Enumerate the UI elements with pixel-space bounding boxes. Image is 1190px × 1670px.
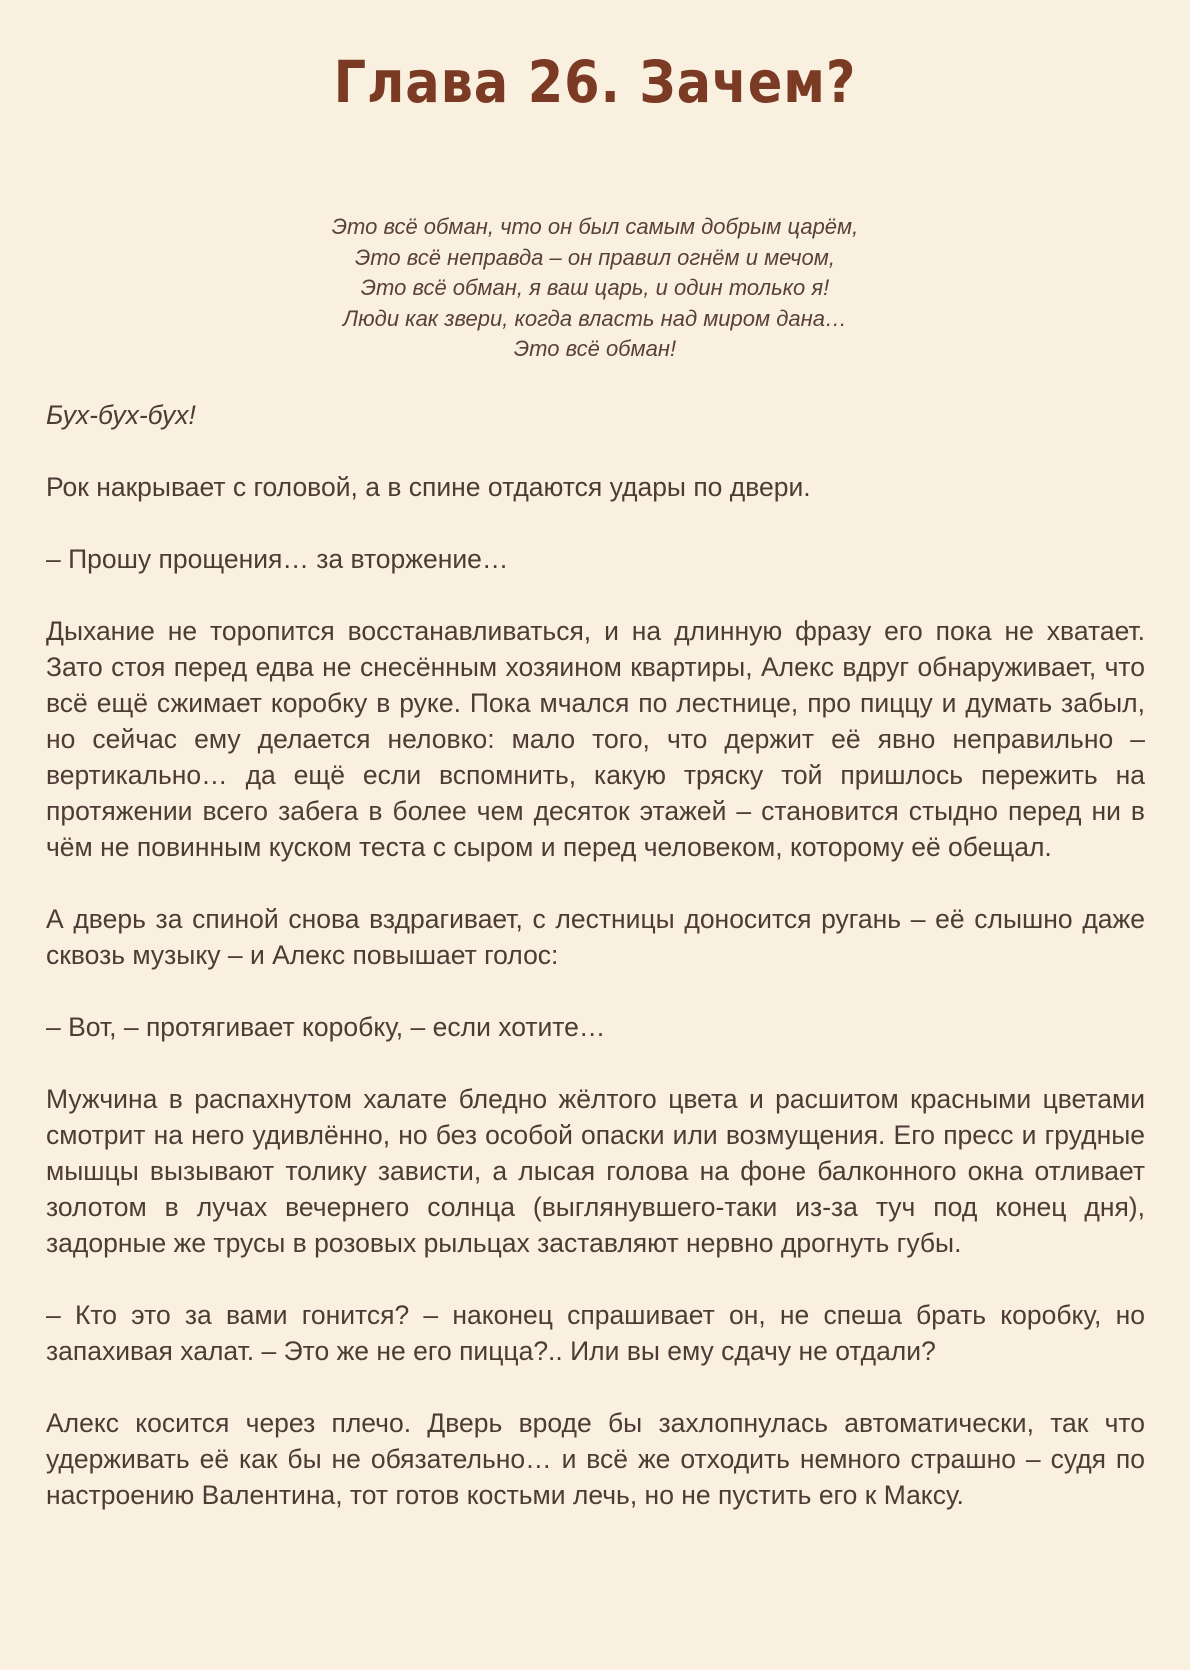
paragraph: – Вот, – протягивает коробку, – если хотите… bbox=[46, 1012, 606, 1042]
paragraph: Рок накрывает с головой, а в спине отдаются удары по двери. bbox=[46, 472, 811, 502]
epigraph-line: Это всё обман, что он был самым добрым царём, bbox=[331, 214, 859, 239]
epigraph bbox=[0, 212, 1190, 365]
chapter-title: Глава 26. Зачем? bbox=[333, 48, 857, 116]
paragraph: – Прошу прощения… за вторжение… bbox=[46, 544, 509, 574]
epigraph-line: Люди как звери, когда власть над миром дана… bbox=[343, 305, 847, 331]
paragraph: Мужчина в распахнутом халате бледно жёлтого цвета и расшитом красными цветами смотрит на него удивлённо, но без особой опаски или возмущения. Его пресс и грудные мышцы вызывают толику зависти, а лысая голова на фоне балконного окна отливает золотом в лучах вечернего солнца (выглянувшего-таки из-за туч под конец дня), задорные же трусы в розовых рыльцах заставляют нервно дрогнуть губы. bbox=[46, 1084, 1145, 1258]
epigraph-line: Это всё обман, я ваш царь, и один только я! bbox=[360, 275, 830, 300]
paragraph: Дыхание не торопится восстанавливаться, и на длинную фразу его пока не хватает. Зато стоя перед едва не снесённым хозяином квартиры, Алекс вдруг обнаруживает, что всё ещё сжимает коробку в руке. Пока мчался по лестнице, про пиццу и думать забыл, но сейчас ему делается неловко: мало того, что держит её явно неправильно – вертикально… да ещё если вспомнить, какую тряску той пришлось пережить на протяжении всего забега в более чем десяток этажей – становится стыдно перед ни в чём не повинным куском теста с сыром и перед человеком, которому её обещал. bbox=[46, 616, 1145, 862]
paragraph: – Кто это за вами гонится? – наконец спрашивает он, не спеша брать коробку, но запахивая халат. – Это же не его пицца?.. Или вы ему сдачу не отдали? bbox=[46, 1300, 1145, 1366]
chapter-body bbox=[46, 397, 1145, 1549]
paragraph: А дверь за спиной снова вздрагивает, с лестницы доносится ругань – её слышно даже сквозь музыку – и Алекс повышает голос: bbox=[46, 904, 1145, 970]
epigraph-line: Это всё неправда – он правил огнём и мечом, bbox=[355, 244, 835, 270]
paragraph: Алекс косится через плечо. Дверь вроде бы захлопнулась автоматически, так что удерживать её как бы не обязательно… и всё же отходить немного страшно – судя по настроению Валентина, тот готов костьми лечь, но не пустить его к Максу. bbox=[46, 1408, 1145, 1510]
epigraph-line: Это всё обман! bbox=[513, 336, 677, 361]
paragraph: Бух-бух-бух! bbox=[46, 400, 196, 430]
